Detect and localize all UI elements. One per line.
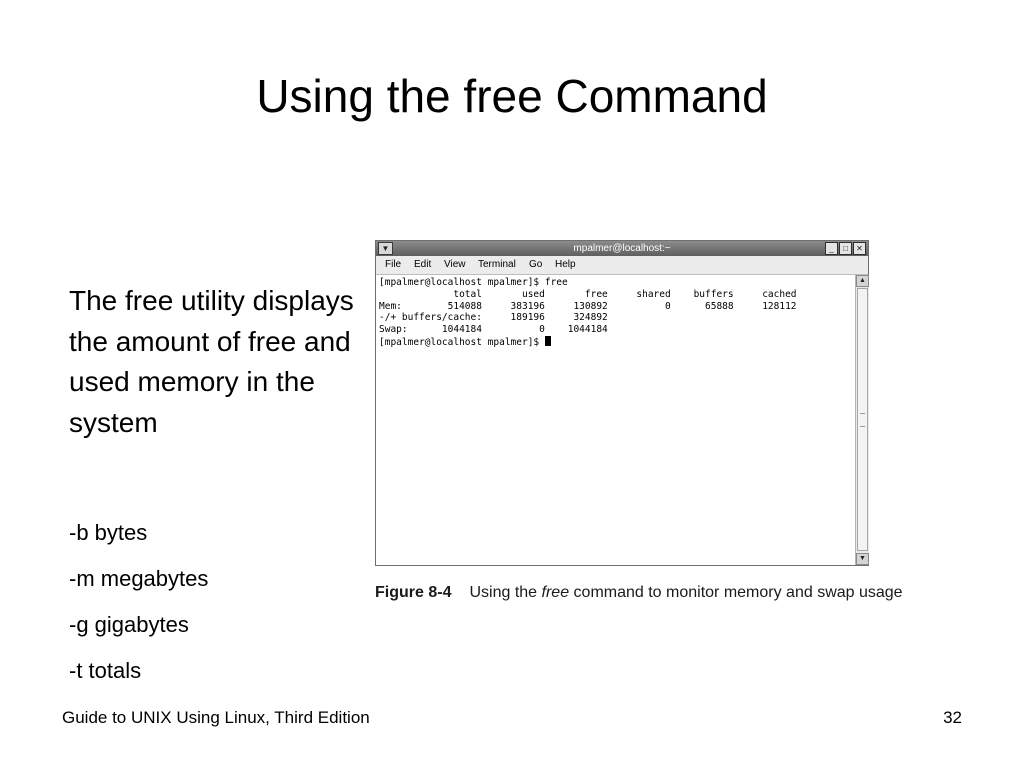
page-number: 32 [943, 708, 962, 727]
option-totals: -t totals [69, 658, 142, 683]
option-megabytes: -m megabytes [69, 566, 209, 591]
close-icon[interactable]: ✕ [853, 242, 866, 255]
figure-caption [375, 583, 995, 603]
menu-view[interactable]: View [444, 259, 466, 270]
maximize-icon[interactable]: □ [839, 242, 852, 255]
grip-icon [860, 413, 865, 427]
terminal-prompt: [mpalmer@localhost mpalmer]$ [379, 336, 545, 348]
caption-text-start: Using the [469, 584, 542, 601]
text-cursor [545, 336, 551, 346]
menu-go[interactable]: Go [529, 259, 543, 270]
window-titlebar[interactable] [376, 241, 868, 256]
window-title: mpalmer@localhost:~ [573, 243, 671, 254]
caption-text-end: command to monitor memory and swap usage [569, 584, 903, 601]
caption-emphasis: free [541, 584, 570, 601]
footer-text: Guide to UNIX Using Linux, Third Edition [62, 708, 370, 727]
menu-terminal[interactable]: Terminal [478, 259, 516, 270]
terminal-line: [mpalmer@localhost mpalmer]$ free [379, 277, 568, 288]
option-bytes: -b bytes [69, 520, 148, 545]
menu-help[interactable]: Help [555, 259, 576, 270]
terminal-line: total used free shared buffers cached [379, 288, 797, 300]
scrollbar-thumb[interactable] [857, 288, 868, 551]
terminal-line: Mem: 514088 383196 130892 0 65888 128112 [379, 300, 797, 312]
terminal-line: Swap: 1044184 0 1044184 [379, 324, 608, 336]
body-text: The free utility displays the amount of free and used memory in the system [69, 285, 354, 438]
minimize-icon[interactable]: _ [825, 242, 838, 255]
slide-title: Using the free Command [256, 70, 768, 122]
vertical-scrollbar[interactable] [855, 275, 869, 565]
terminal-output[interactable] [379, 277, 855, 348]
scroll-down-icon[interactable]: ▼ [856, 553, 869, 565]
terminal-window [375, 240, 869, 566]
option-gigabytes: -g gigabytes [69, 612, 189, 637]
menu-file[interactable]: File [385, 259, 402, 270]
terminal-prompt-line [379, 336, 855, 348]
window-menu-icon[interactable]: ▼ [378, 242, 393, 255]
scroll-up-icon[interactable]: ▲ [856, 275, 869, 287]
terminal-line: -/+ buffers/cache: 189196 324892 [379, 312, 608, 324]
menu-edit[interactable]: Edit [414, 259, 432, 270]
menu-bar [376, 256, 868, 275]
figure-label: Figure 8-4 [375, 584, 452, 601]
